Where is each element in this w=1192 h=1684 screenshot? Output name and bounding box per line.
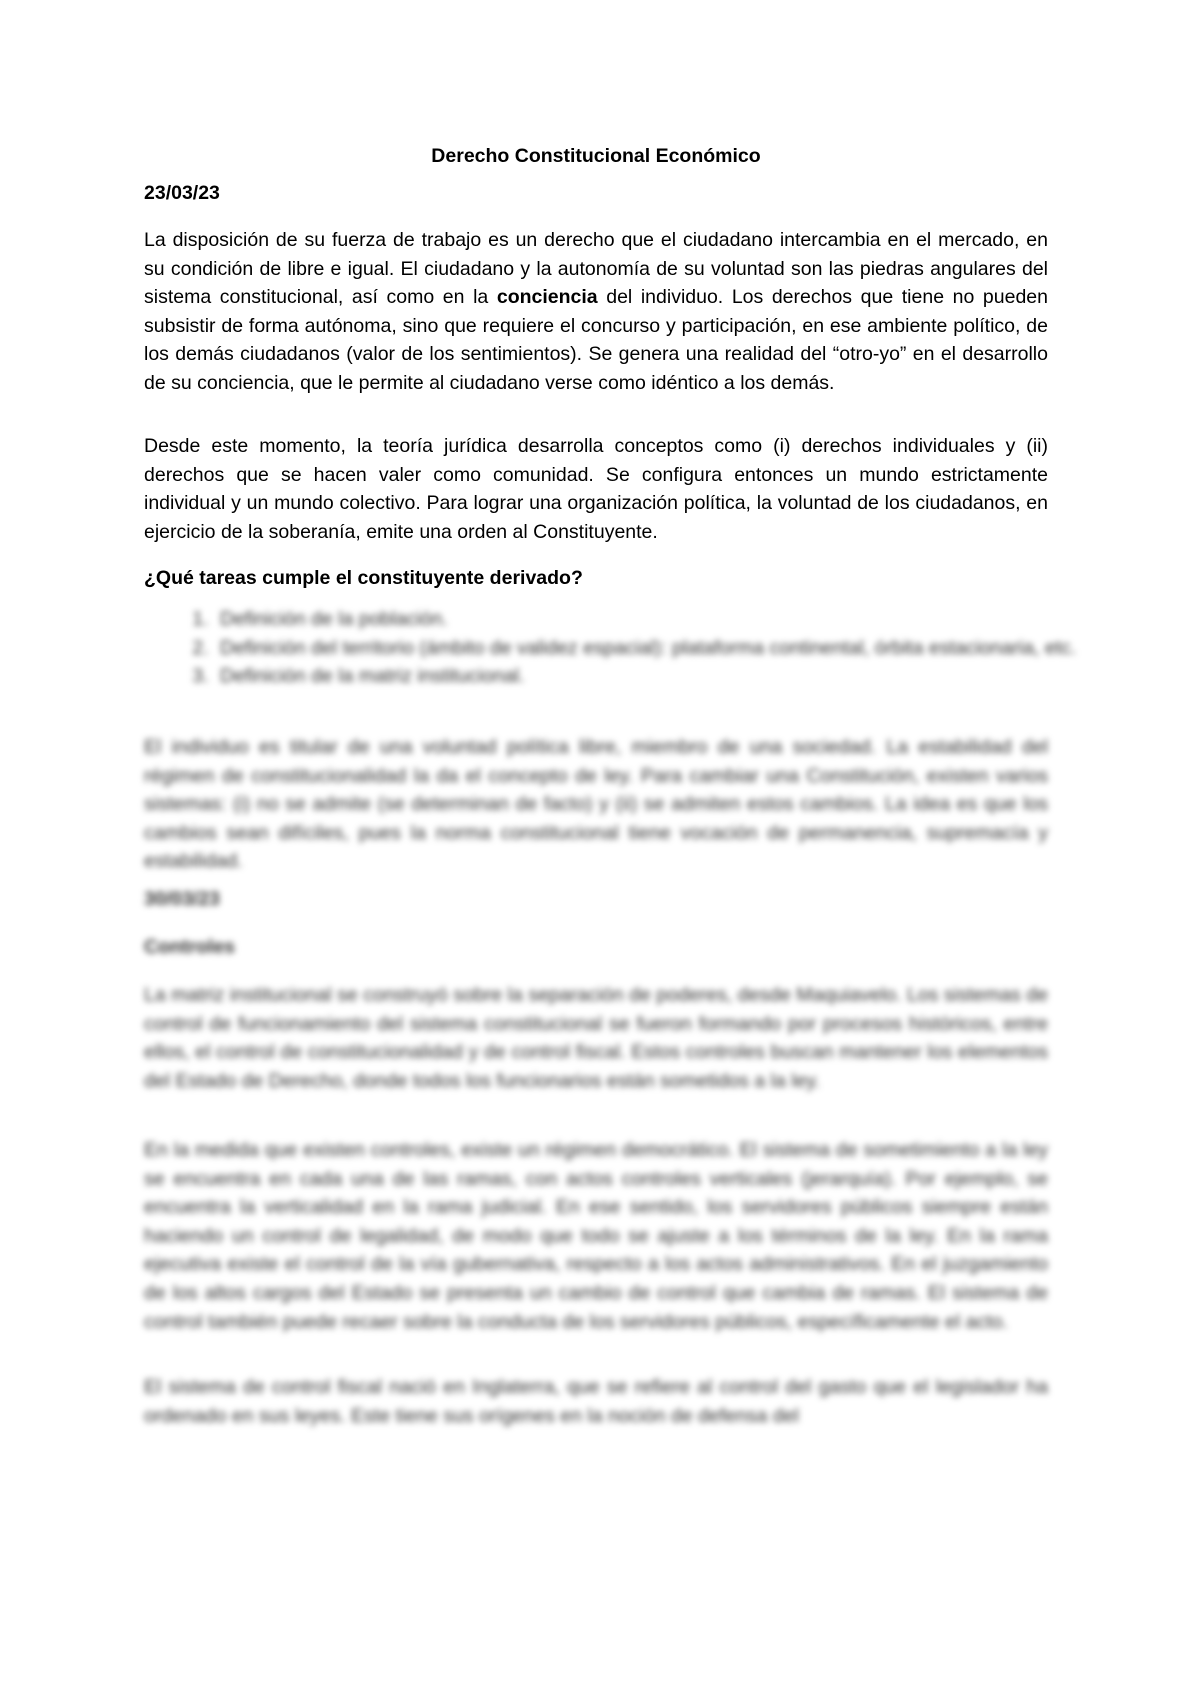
paragraph-1 (144, 226, 1048, 398)
blurred-task-list (144, 605, 1118, 691)
blurred-paragraph-6: El sistema de control fiscal nació en Inglaterra, que se refiere al control del gasto que el legislador ha ordenado en sus leyes. Este tiene sus orígenes en la noción de defensa del (144, 1376, 1048, 1427)
question-heading: ¿Qué tareas cumple el constituyente derivado? (144, 567, 583, 589)
blurred-paragraph-4: La matriz institucional se construyó sobre la separación de poderes, desde Maquiavelo. Los sistemas de control de funcionamiento del sistema constitucional se fueron formando por procesos históricos, entre ellos, el control de constitucionalidad y de control fiscal. Estos controles buscan mantener los elementos del Estado de Derecho, donde todos los funcionarios están sometidos a la ley. (144, 984, 1048, 1092)
list-item: 3. Definición de la matriz institucional. (214, 662, 1118, 691)
list-item: 2. Definición del territorio (ámbito de validez espacial): plataforma continental, órbita estacionaria, etc. (214, 634, 1118, 663)
document-title: Derecho Constitucional Económico (431, 145, 761, 167)
paragraph-1-text-a: La disposición de su fuerza de trabajo es un derecho que el ciudadano intercambia en el mercado, en su condición de libre e igual. El ciudadano y la autonomía de su voluntad son las piedras angulares del sistema constitucional, así como en la (144, 229, 1048, 309)
entry-date: 23/03/23 (144, 182, 220, 204)
paragraph-2: Desde este momento, la teoría jurídica desarrolla conceptos como (i) derechos individuales y (ii) derechos que se hacen valer como comunidad. Se configura entonces un mundo estrictamente individual y un mundo colectivo. Para lograr una organización política, la voluntad de los ciudadanos, en ejercicio de la soberanía, emite una orden al Constituyente. (144, 435, 1048, 543)
blurred-paragraph-3: El individuo es titular de una voluntad política libre, miembro de una sociedad. La estabilidad del régimen de constitucionalidad la da el concepto de ley. Para cambiar una Constitución, existen varios sistemas: (i) no se admite (se determinan de facto) y (ii) se admiten estos cambios. La idea es que los cambios sean difíciles, pues la norma constitucional tiene vocación de permanencia, supremacía y estabilidad. (144, 736, 1048, 873)
paragraph-1-text-b: del individuo. Los derechos que tiene no pueden subsistir de forma autónoma, sino que requiere el concurso y participación, en ese ambiente político, de los demás ciudadanos (valor de los sentimientos). Se genera una realidad del “otro-yo” en el desarrollo de su conciencia, que le permite al ciudadano verse como idéntico a los demás. (144, 286, 1048, 394)
blurred-paragraph-5: En la medida que existen controles, existe un régimen democrático. El sistema de sometimiento a la ley se encuentra en cada una de las ramas, con actos controles verticales (jerarquía). Por ejemplo, se encuentra la verticalidad en la rama judicial. En ese sentido, los servidores públicos siempre están haciendo un control de legalidad, de modo que todo se ajuste a los términos de la ley. En la rama ejecutiva existe el control de la vía gubernativa, respecto a los actos administrativos. En el juzgamiento de los altos cargos del Estado se presenta un cambio de control que cambia de ramas. El sistema de control también puede recaer sobre la conducta de los servidores públicos, específicamente el acto. (144, 1139, 1048, 1333)
list-item: 1. Definición de la población. (214, 605, 1118, 634)
blurred-heading-controles: Controles (144, 936, 236, 958)
blurred-entry-date: 30/03/23 (144, 888, 220, 910)
bold-term-conciencia: conciencia (496, 286, 598, 309)
